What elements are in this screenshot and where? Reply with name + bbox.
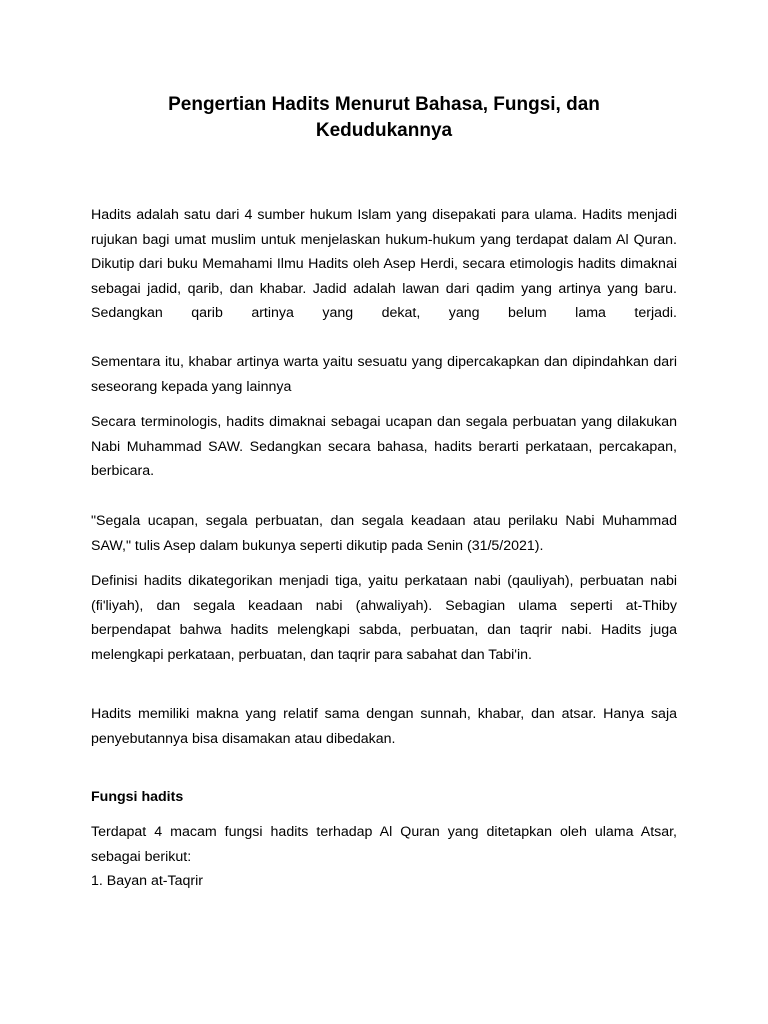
list-item: 1. Bayan at-Taqrir (91, 873, 203, 889)
section-intro: Terdapat 4 macam fungsi hadits terhadap Al Quran yang ditetapkan oleh ulama Atsar, sebagai berikut: (91, 824, 677, 865)
paragraph-5: Definisi hadits dikategorikan menjadi tiga, yaitu perkataan nabi (qauliyah), perbuatan nabi (fi'liyah), dan segala keadaan nabi (ahwaliyah). Sebagian ulama seperti at-Thiby berpendapat bahwa hadits melengkapi sabda, perbuatan, dan taqrir nabi. Hadits juga melengkapi perkataan, perbuatan, dan taqrir para sabahat dan Tabi'in. (91, 573, 677, 663)
page-title: Pengertian Hadits Menurut Bahasa, Fungsi, dan Kedudukannya (168, 94, 600, 141)
paragraph-3: Secara terminologis, hadits dimaknai sebagai ucapan dan segala perbuatan yang dilakukan Nabi Muhammad SAW. Sedangkan secara bahasa, hadits berarti perkataan, percakapan, berbicara. (91, 414, 677, 479)
paragraph-6: Hadits memiliki makna yang relatif sama dengan sunnah, khabar, dan atsar. Hanya saja penyebutannya bisa disamakan atau dibedakan. (91, 706, 677, 747)
paragraph-1: Hadits adalah satu dari 4 sumber hukum Islam yang disepakati para ulama. Hadits menjadi rujukan bagi umat muslim untuk menjelaskan hukum-hukum yang terdapat dalam Al Quran. Dikutip dari buku Memahami Ilmu Hadits oleh Asep Herdi, secara etimologis hadits dimaknai sebagai jadid, qarib, dan khabar. Jadid adalah lawan dari qadim yang artinya yang baru. Sedangkan qarib artinya yang dekat, yang belum lama terjadi. (91, 207, 677, 321)
paragraph-4: "Segala ucapan, segala perbuatan, dan segala keadaan atau perilaku Nabi Muhammad SAW," tulis Asep dalam bukunya seperti dikutip pada Senin (31/5/2021). (91, 513, 677, 554)
section-heading: Fungsi hadits (91, 789, 184, 805)
paragraph-2: Sementara itu, khabar artinya warta yaitu sesuatu yang dipercakapkan dan dipindahkan dari seseorang kepada yang lainnya (91, 354, 677, 395)
